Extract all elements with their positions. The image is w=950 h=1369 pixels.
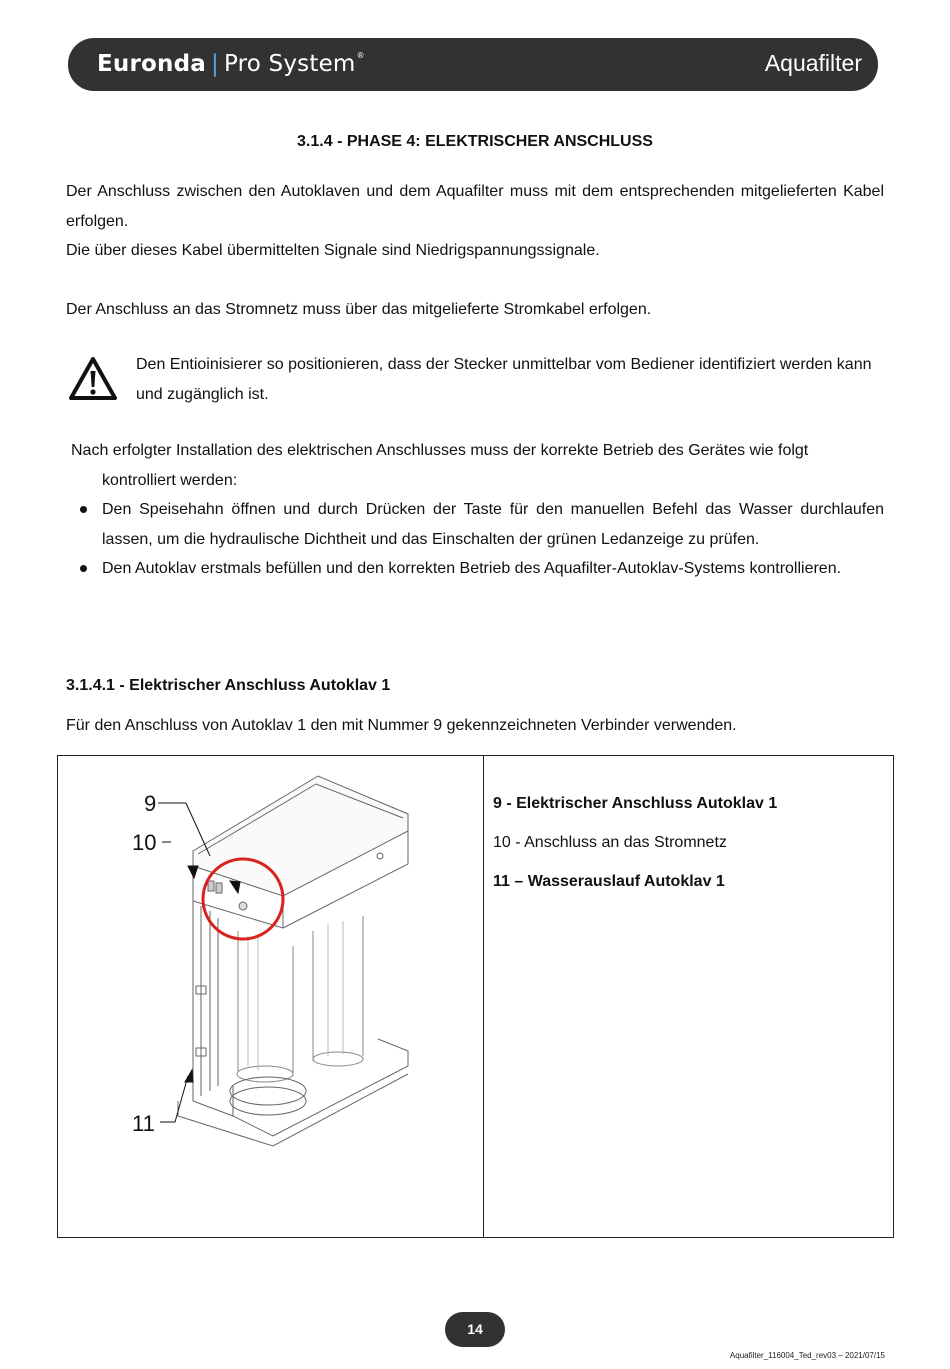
brand-registered: ®: [356, 51, 365, 60]
callout-11: 11: [132, 1111, 155, 1136]
intro-text: [71, 436, 884, 495]
intro-line-2: kontrolliert werden:: [102, 471, 238, 489]
paragraph-cable: Der Anschluss zwischen den Autoklaven und dem Aquafilter muss mit dem entsprechenden mitgelieferten Kabel erfolgen.: [66, 183, 884, 230]
warning-text: Den Entioinisierer so positionieren, dass der Stecker unmittelbar vom Bediener identifiziert werden kann und zugänglich ist.: [136, 356, 872, 403]
intro-line-1: Nach erfolgter Installation des elektrischen Anschlusses muss der korrekte Betrieb des Gerätes wie folgt: [71, 442, 809, 459]
figure-legend: [493, 794, 883, 911]
brand-logo: [97, 51, 365, 77]
callout-9: 9: [144, 791, 157, 816]
brand-separator: |: [211, 51, 219, 77]
brand-sub: Pro System: [223, 51, 356, 77]
paragraph-signals: Die über dieses Kabel übermittelten Signale sind Niedrigspannungssignale.: [66, 242, 600, 259]
section-title: 3.1.4 - PHASE 4: ELEKTRISCHER ANSCHLUSS: [297, 133, 653, 150]
bullet-icon: [80, 506, 87, 513]
bullet-icon: [80, 565, 87, 572]
legend-item-9: 9 - Elektrischer Anschluss Autoklav 1: [493, 795, 778, 812]
check-list: [66, 495, 884, 584]
list-item: Den Speisehahn öffnen und durch Drücken der Taste für den manuellen Befehl das Wasser durchlaufen lassen, um die hydraulische Dichtheit und das Einschalten der grünen Ledanzeige zu prüfen.: [66, 495, 884, 554]
page-header: [68, 38, 878, 91]
figure-table: [57, 755, 894, 1238]
subsection-text: Für den Anschluss von Autoklav 1 den mit Nummer 9 gekennzeichneten Verbinder verwenden.: [66, 717, 737, 734]
legend-item-10: 10 - Anschluss an das Stromnetz: [493, 834, 727, 851]
callout-10: 10: [132, 830, 157, 855]
device-illustration: [58, 756, 483, 1237]
subsection-title: 3.1.4.1 - Elektrischer Anschluss Autoklav 1: [66, 677, 391, 694]
legend-item-11: 11 – Wasserauslauf Autoklav 1: [493, 873, 725, 890]
page-number: 14: [445, 1312, 505, 1347]
footer-reference: Aquafilter_116004_Ted_rev03 – 2021/07/15: [729, 1351, 885, 1360]
warning-triangle-icon: [68, 356, 118, 402]
table-divider: [483, 756, 484, 1237]
brand-main: Euronda: [97, 51, 206, 77]
paragraph-power: Der Anschluss an das Stromnetz muss über das mitgelieferte Stromkabel erfolgen.: [66, 301, 652, 318]
product-name: Aquafilter: [764, 50, 862, 76]
list-item: Den Autoklav erstmals befüllen und den korrekten Betrieb des Aquafilter-Autoklav-Systems kontrollieren.: [66, 554, 884, 584]
